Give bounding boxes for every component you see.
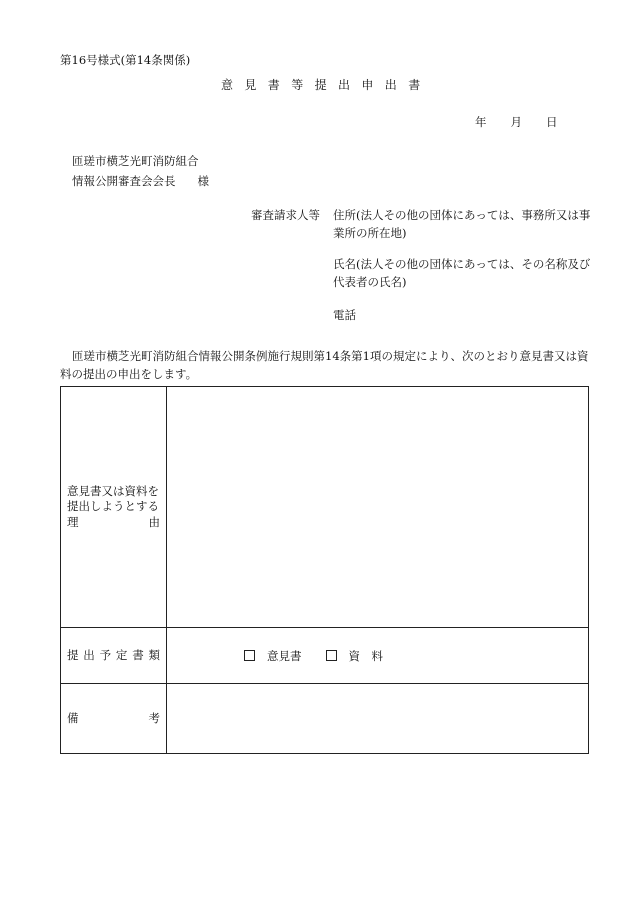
opinion-label: 意見書 xyxy=(267,648,302,663)
docs-label-char: 書 xyxy=(132,647,144,662)
opinion-checkbox[interactable] xyxy=(244,650,255,661)
docs-label-char: 出 xyxy=(83,647,95,662)
docs-row xyxy=(61,628,589,684)
docs-label-char: 類 xyxy=(148,647,160,662)
reason-row xyxy=(61,387,589,628)
addressee-position: 情報公開審査会会長 xyxy=(72,174,176,188)
reason-label xyxy=(61,387,167,628)
remarks-label-bi: 備 xyxy=(67,710,79,725)
option-materials[interactable] xyxy=(326,648,384,664)
remarks-label-kou: 考 xyxy=(148,710,160,725)
form-number: 第16号様式(第14条関係) xyxy=(60,53,191,67)
remarks-label xyxy=(61,684,167,754)
docs-label-char: 提 xyxy=(67,647,79,662)
date-year: 年 xyxy=(475,115,487,129)
body-text: 匝瑳市横芝光町消防組合情報公開条例施行規則第14条第1項の規定により、次のとおり意見書又は資料の提出の申出をします。 xyxy=(60,349,589,382)
date-day: 日 xyxy=(546,115,558,129)
addressee-title xyxy=(72,173,209,189)
materials-label: 資 料 xyxy=(348,648,383,663)
requester-phone-label: 電話 xyxy=(333,308,356,322)
form-table xyxy=(60,386,589,754)
reason-label-line1: 意見書又は資料を xyxy=(67,483,159,498)
requester-name-label: 氏名(法人その他の団体にあっては、その名称及び代表者の氏名) xyxy=(333,257,591,289)
requester-label: 審査請求人等 xyxy=(251,208,320,222)
remarks-row xyxy=(61,684,589,754)
reason-label-ri: 理 xyxy=(67,514,79,529)
remarks-input-area[interactable] xyxy=(167,684,589,754)
form-title: 意見書等提出申出書 xyxy=(221,78,432,92)
reason-label-line3 xyxy=(67,515,160,531)
requester-address-label: 住所(法人その他の団体にあっては、事務所又は事業所の所在地) xyxy=(333,208,591,240)
reason-label-yu: 由 xyxy=(148,514,160,529)
addressee-honorific: 様 xyxy=(197,174,209,188)
date-line xyxy=(475,114,558,130)
option-opinion[interactable] xyxy=(244,648,302,664)
reason-label-line2: 提出しようとする xyxy=(67,499,159,514)
docs-label-char: 予 xyxy=(99,647,112,662)
reason-input-area[interactable] xyxy=(167,387,589,628)
docs-options xyxy=(167,628,589,684)
materials-checkbox[interactable] xyxy=(326,650,337,661)
docs-label-char: 定 xyxy=(115,647,128,662)
addressee-organization: 匝瑳市横芝光町消防組合 xyxy=(72,154,199,168)
date-month: 月 xyxy=(510,115,522,129)
docs-label xyxy=(61,628,167,684)
